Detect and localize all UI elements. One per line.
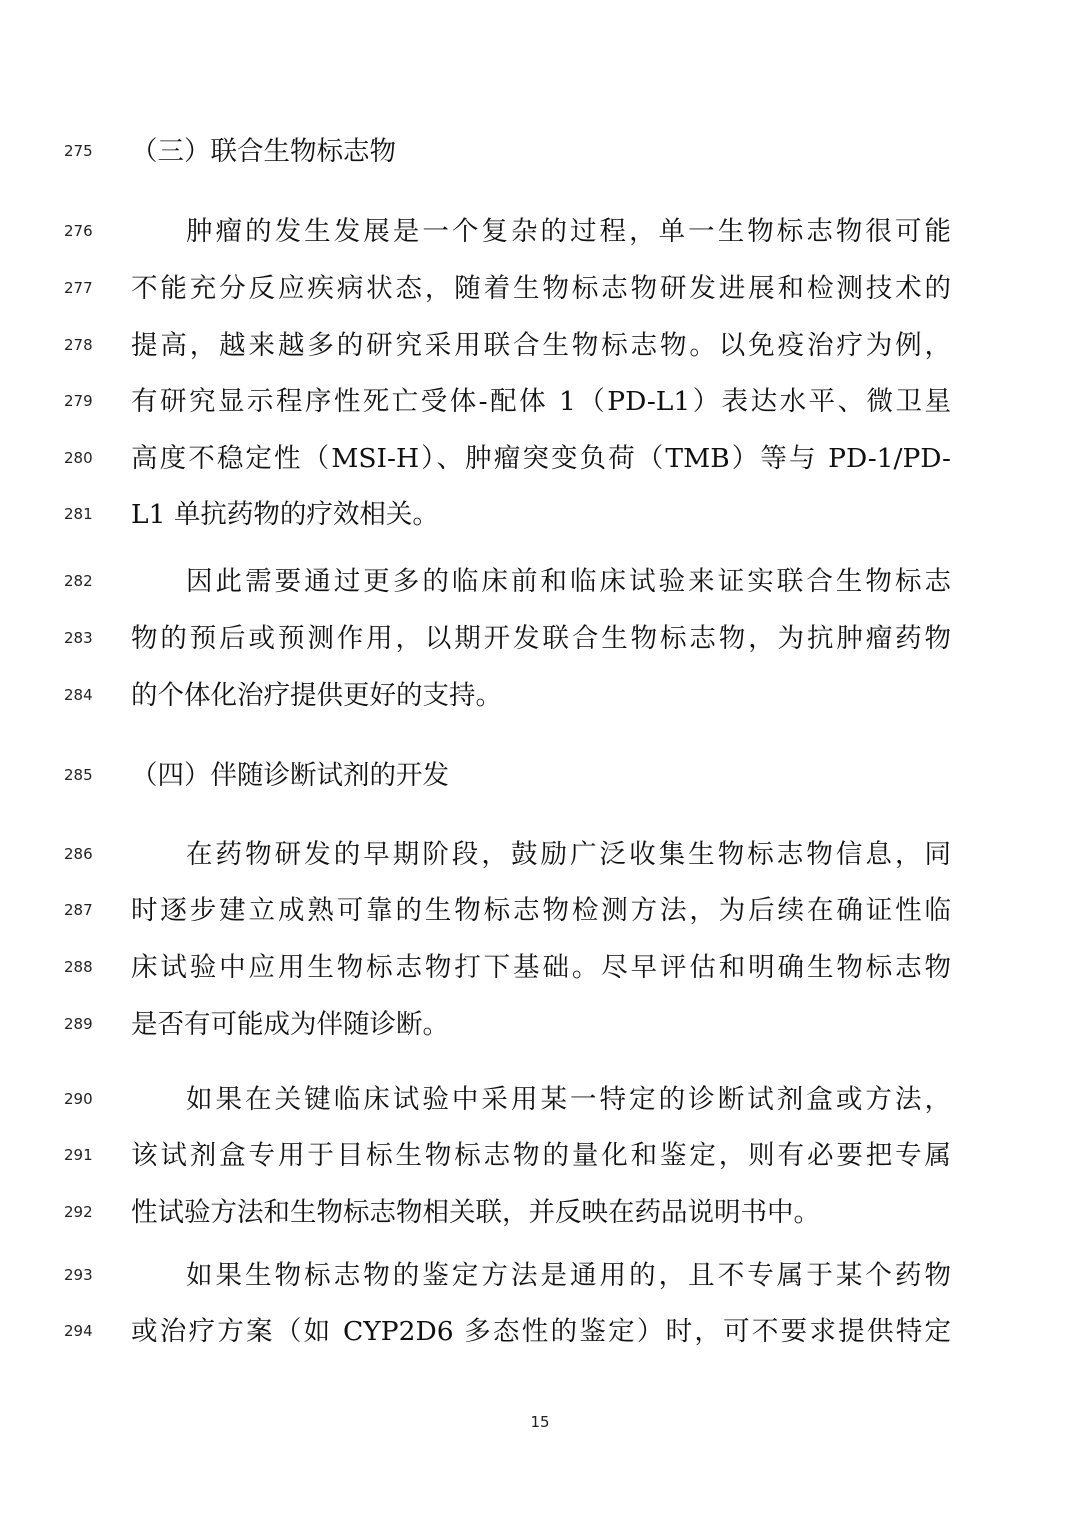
line-number: 276 bbox=[64, 222, 93, 240]
text-line bbox=[0, 495, 1080, 535]
text-line bbox=[0, 439, 1080, 479]
paragraph-text: 如果生物标志物的鉴定方法是通用的，且不专属于某个药物 bbox=[186, 1260, 951, 1291]
text-line bbox=[0, 1193, 1080, 1233]
paragraph-text: 性试验方法和生物标志物相关联，并反映在药品说明书中。 bbox=[131, 1197, 820, 1228]
line-number: 291 bbox=[64, 1146, 93, 1164]
paragraph-text: 如果在关键临床试验中采用某一特定的诊断试剂盒或方法， bbox=[186, 1084, 951, 1115]
line-number: 279 bbox=[64, 392, 93, 410]
text-line bbox=[0, 562, 1080, 602]
paragraph-text: 是否有可能成为伴随诊断。 bbox=[131, 1009, 449, 1040]
text-line bbox=[0, 212, 1080, 252]
paragraph-text: 该试剂盒专用于目标生物标志物的量化和鉴定，则有必要把专属 bbox=[131, 1140, 951, 1171]
text-line bbox=[0, 326, 1080, 366]
paragraph-text: L1 单抗药物的疗效相关。 bbox=[131, 499, 439, 530]
line-number: 286 bbox=[64, 845, 93, 863]
section-heading-line bbox=[0, 132, 1080, 172]
text-line bbox=[0, 835, 1080, 875]
paragraph-text: 肿瘤的发生发展是一个复杂的过程，单一生物标志物很可能 bbox=[186, 216, 951, 247]
section-heading-line bbox=[0, 756, 1080, 796]
line-number: 283 bbox=[64, 629, 93, 647]
line-number: 284 bbox=[64, 686, 93, 704]
text-line bbox=[0, 382, 1080, 422]
paragraph-text: 不能充分反应疾病状态，随着生物标志物研发进展和检测技术的 bbox=[131, 273, 951, 304]
text-line bbox=[0, 1312, 1080, 1352]
paragraph-text: 的个体化治疗提供更好的支持。 bbox=[131, 680, 502, 711]
line-number: 294 bbox=[64, 1322, 93, 1340]
text-line bbox=[0, 1256, 1080, 1296]
text-line bbox=[0, 1136, 1080, 1176]
text-line bbox=[0, 269, 1080, 309]
paragraph-text: 在药物研发的早期阶段，鼓励广泛收集生物标志物信息，同 bbox=[186, 839, 951, 870]
paragraph-text: 或治疗方案（如 CYP2D6 多态性的鉴定）时，可不要求提供特定 bbox=[131, 1316, 951, 1347]
paragraph-text: 因此需要通过更多的临床前和临床试验来证实联合生物标志 bbox=[186, 566, 951, 597]
text-line bbox=[0, 619, 1080, 659]
text-line bbox=[0, 676, 1080, 716]
text-line bbox=[0, 1080, 1080, 1120]
line-number: 288 bbox=[64, 958, 93, 976]
line-number: 287 bbox=[64, 901, 93, 919]
text-line bbox=[0, 1005, 1080, 1045]
line-number: 281 bbox=[64, 505, 93, 523]
line-number: 285 bbox=[64, 766, 93, 784]
text-line bbox=[0, 891, 1080, 931]
line-number: 275 bbox=[64, 142, 93, 160]
line-number: 290 bbox=[64, 1090, 93, 1108]
section-heading: （四）伴随诊断试剂的开发 bbox=[131, 760, 449, 791]
paragraph-text: 有研究显示程序性死亡受体-配体 1（PD-L1）表达水平、微卫星 bbox=[131, 386, 951, 417]
paragraph-text: 提高，越来越多的研究采用联合生物标志物。以免疫治疗为例， bbox=[131, 330, 951, 361]
line-number: 292 bbox=[64, 1203, 93, 1221]
paragraph-text: 物的预后或预测作用，以期开发联合生物标志物，为抗肿瘤药物 bbox=[131, 623, 951, 654]
line-number: 293 bbox=[64, 1266, 93, 1284]
line-number: 280 bbox=[64, 449, 93, 467]
line-number: 289 bbox=[64, 1015, 93, 1033]
page-number: 15 bbox=[530, 1413, 550, 1431]
text-line bbox=[0, 948, 1080, 988]
section-heading: （三）联合生物标志物 bbox=[131, 136, 396, 167]
paragraph-text: 床试验中应用生物标志物打下基础。尽早评估和明确生物标志物 bbox=[131, 952, 951, 983]
line-number: 277 bbox=[64, 279, 93, 297]
line-number: 278 bbox=[64, 336, 93, 354]
line-number: 282 bbox=[64, 572, 93, 590]
paragraph-text: 高度不稳定性（MSI-H）、肿瘤突变负荷（TMB）等与 PD-1/PD- bbox=[131, 443, 951, 474]
paragraph-text: 时逐步建立成熟可靠的生物标志物检测方法，为后续在确证性临 bbox=[131, 895, 951, 926]
